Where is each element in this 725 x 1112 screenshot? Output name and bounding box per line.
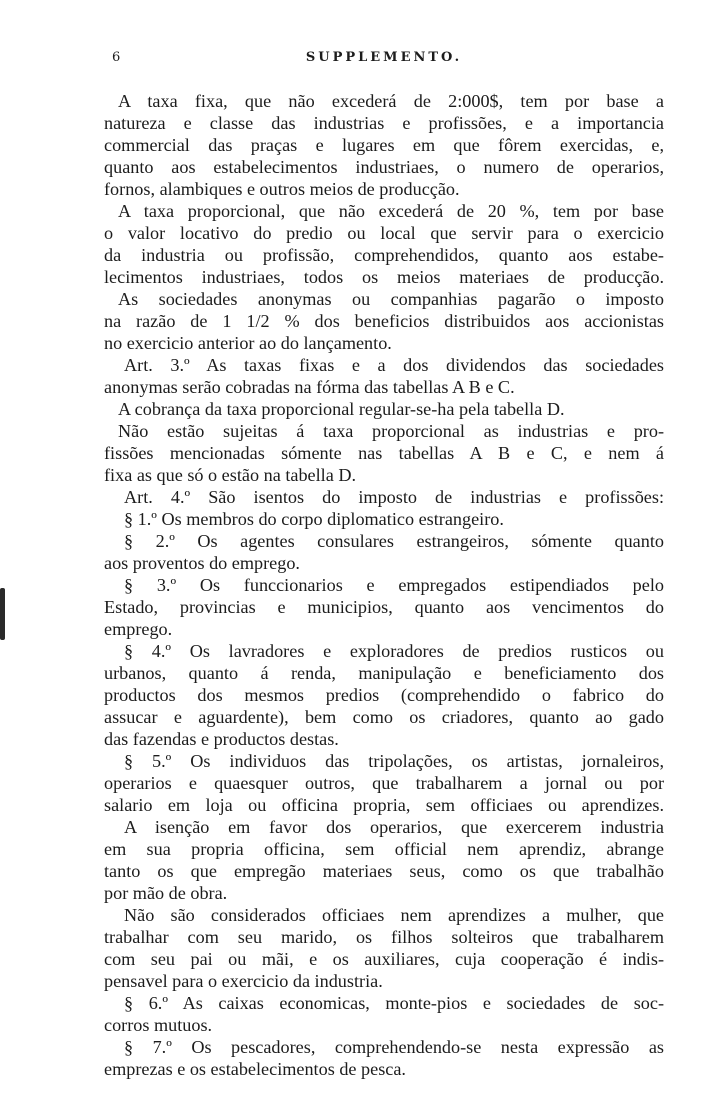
text-line: com seu pai ou mãi, e os auxiliares, cuja cooperação é indis- xyxy=(104,949,664,969)
text-line: Não são considerados officiaes nem aprendizes a mulher, que xyxy=(124,905,664,925)
text-line: fixa as que só o estão na tabella D. xyxy=(104,465,357,485)
text-line: A cobrança da taxa proporcional regular-se-ha pela tabella D. xyxy=(118,399,565,419)
text-line: no exercicio anterior ao do lançamento. xyxy=(104,333,392,353)
text-line: § 4.º Os lavradores e exploradores de predios rusticos ou xyxy=(124,641,664,661)
text-line: aos proventos do emprego. xyxy=(104,553,300,573)
text-line: productos dos mesmos predios (comprehendido o fabrico do xyxy=(104,685,664,705)
text-line: fissões mencionadas sómente nas tabellas A B e C, e nem á xyxy=(104,443,664,463)
page-header xyxy=(104,50,664,70)
text-line: trabalhar com seu marido, os filhos solteiros que trabalharem xyxy=(104,927,664,947)
text-line: em sua propria officina, sem official nem aprendiz, abrange xyxy=(104,839,664,859)
text-line: A taxa fixa, que não excederá de 2:000$, tem por base a xyxy=(118,91,664,111)
text-line: anonymas serão cobradas na fórma das tabellas A B e C. xyxy=(104,377,515,397)
text-line: urbanos, quanto á renda, manipulação e beneficiamento dos xyxy=(104,663,664,683)
text-line: § 1.º Os membros do corpo diplomatico estrangeiro. xyxy=(124,509,504,529)
text-line: Art. 3.º As taxas fixas e a dos dividendos das sociedades xyxy=(124,355,664,375)
text-line: emprego. xyxy=(104,619,173,639)
text-line: assucar e aguardente), bem como os criadores, quanto ao gado xyxy=(104,707,664,727)
text-line: As sociedades anonymas ou companhias pagarão o imposto xyxy=(118,289,664,309)
text-line: § 7.º Os pescadores, comprehendendo-se nesta expressão as xyxy=(124,1037,664,1057)
text-line: A isenção em favor dos operarios, que exercerem industria xyxy=(124,817,664,837)
text-line: das fazendas e productos destas. xyxy=(104,729,339,749)
page-edge-mark xyxy=(0,588,5,640)
text-line: commercial das praças e lugares em que fôrem exercidas, e, xyxy=(104,135,664,155)
text-line: § 3.º Os funccionarios e empregados estipendiados pelo xyxy=(124,575,664,595)
text-line: operarios e quaesquer outros, que trabalharem a jornal ou por xyxy=(104,773,664,793)
text-line: por mão de obra. xyxy=(104,883,228,903)
text-line: corros mutuos. xyxy=(104,1015,213,1035)
running-head: SUPPLEMENTO. xyxy=(305,50,463,65)
text-line: lecimentos industriaes, todos os meios materiaes de producção. xyxy=(104,267,664,287)
body-text xyxy=(104,90,664,1080)
text-line: Estado, provincias e municipios, quanto aos vencimentos do xyxy=(104,597,664,617)
text-line: fornos, alambiques e outros meios de producção. xyxy=(104,179,460,199)
text-line: A taxa proporcional, que não excederá de 20 %, tem por base xyxy=(118,201,664,221)
text-line: Art. 4.º São isentos do imposto de industrias e profissões: xyxy=(124,487,664,507)
text-line: pensavel para o exercicio da industria. xyxy=(104,971,383,991)
text-line: emprezas e os estabelecimentos de pesca. xyxy=(104,1059,406,1079)
text-line: § 6.º As caixas economicas, monte-pios e sociedades de soc- xyxy=(124,993,664,1013)
text-line: natureza e classe das industrias e profissões, e a importancia xyxy=(104,113,664,133)
text-line: quanto aos estabelecimentos industriaes, o numero de operarios, xyxy=(104,157,664,177)
text-line: salario em loja ou officina propria, sem officiaes ou aprendizes. xyxy=(104,795,664,815)
text-line: § 5.º Os individuos das tripolações, os artistas, jornaleiros, xyxy=(124,751,664,771)
text-line: na razão de 1 1/2 % dos beneficios distribuidos aos accionistas xyxy=(104,311,664,331)
document-page xyxy=(104,0,664,1112)
text-line: o valor locativo do predio ou local que servir para o exercicio xyxy=(104,223,664,243)
page-number: 6 xyxy=(112,50,123,65)
text-line: da industria ou profissão, comprehendidos, quanto aos estabe- xyxy=(104,245,664,265)
text-line: tanto os que empregão materiaes seus, como os que trabalhão xyxy=(104,861,664,881)
text-line: Não estão sujeitas á taxa proporcional as industrias e pro- xyxy=(118,421,664,441)
text-line: § 2.º Os agentes consulares estrangeiros, sómente quanto xyxy=(124,531,664,551)
